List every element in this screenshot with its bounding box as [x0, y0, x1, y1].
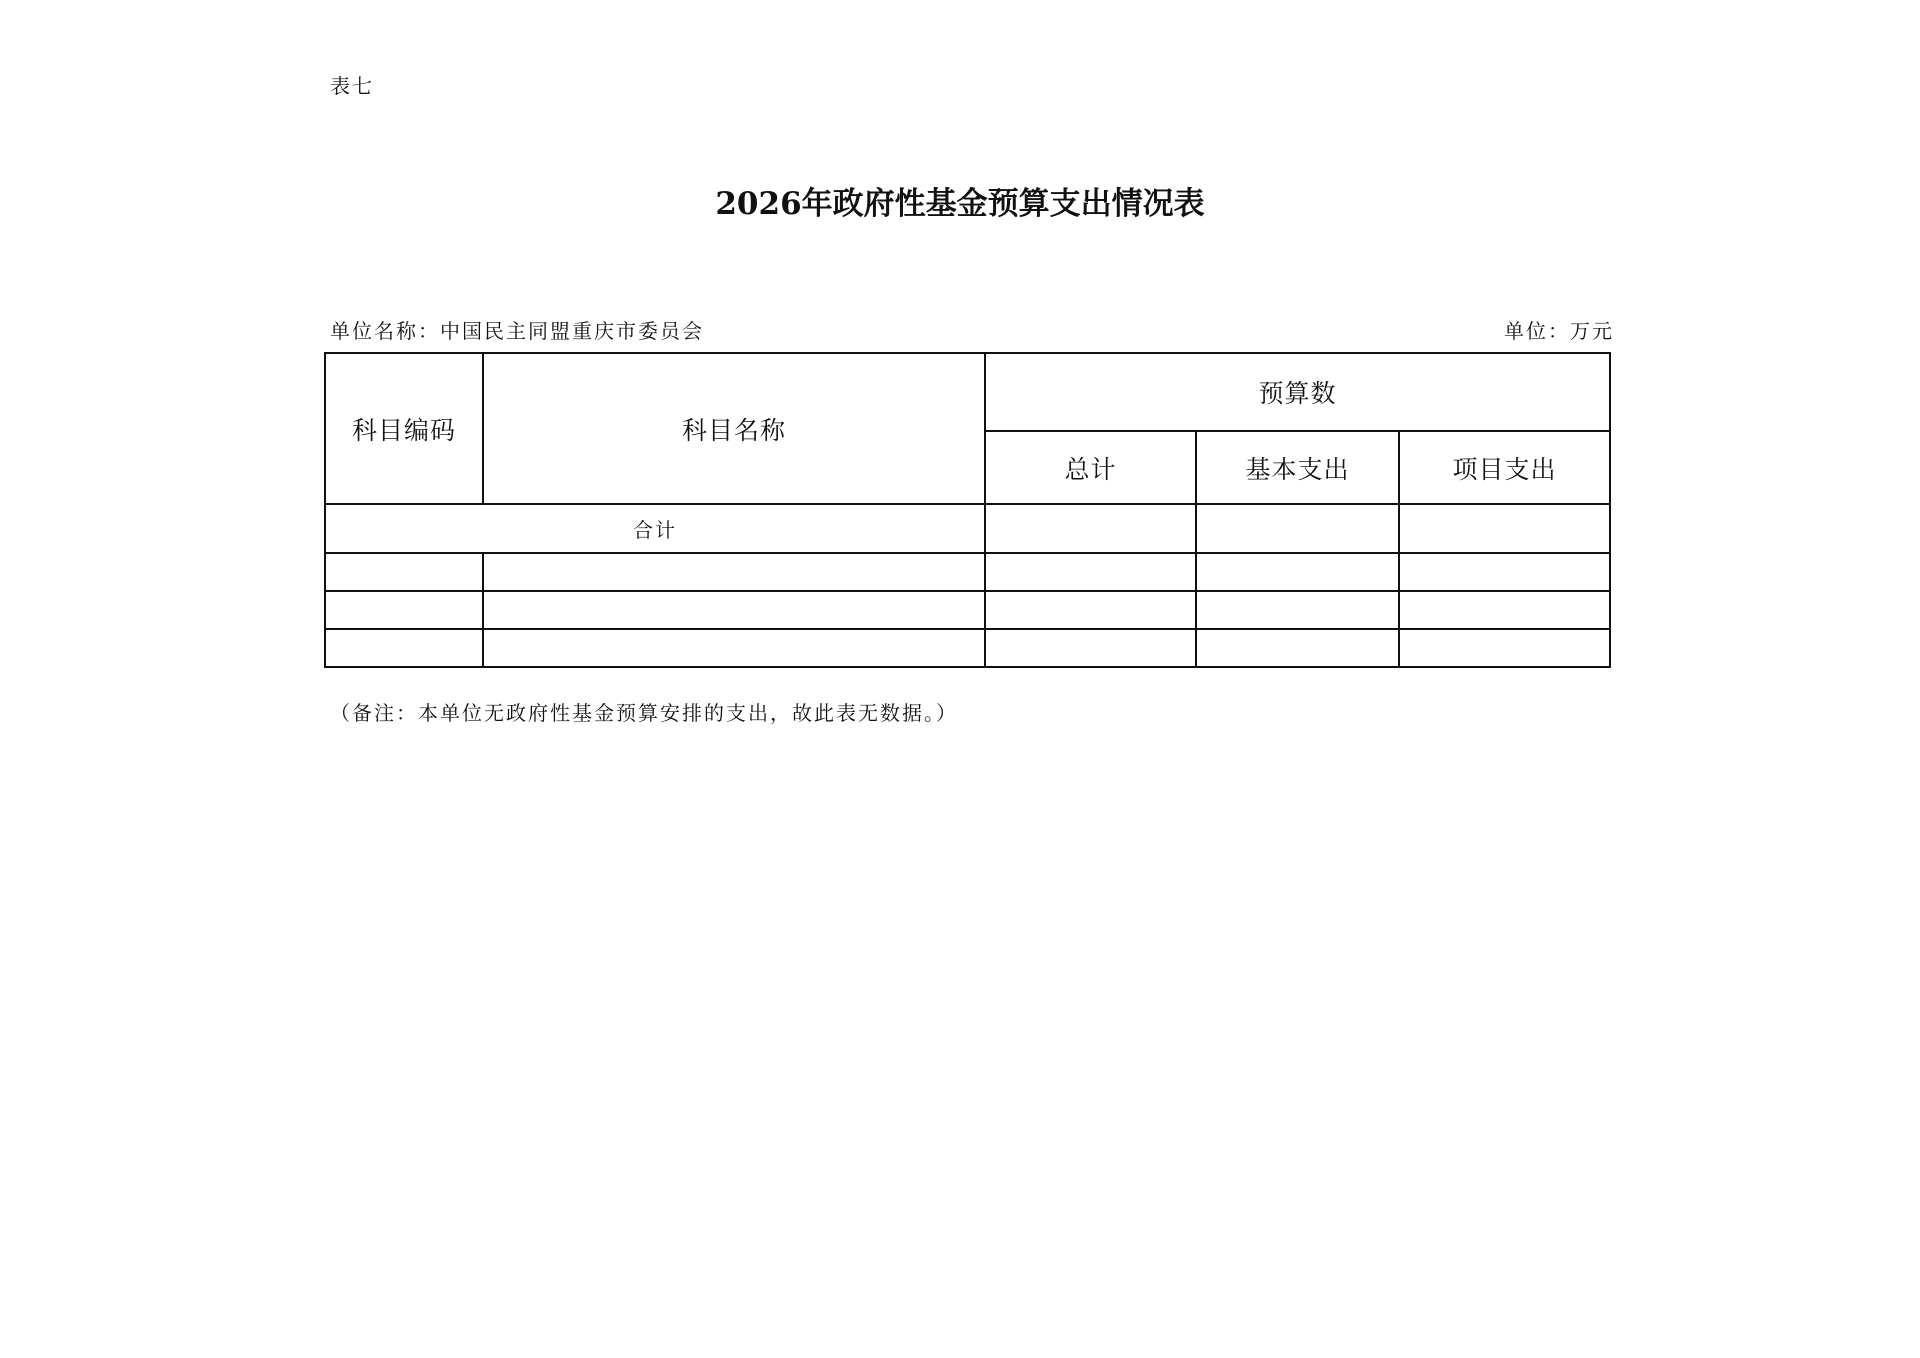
header-basic-expense: 基本支出: [1196, 431, 1399, 504]
cell-subject-name: [483, 591, 985, 629]
cell-total: [985, 591, 1196, 629]
header-subject-code: 科目编码: [325, 353, 483, 504]
table-note: （备注：本单位无政府性基金预算安排的支出，故此表无数据。）: [330, 701, 958, 725]
cell-project: [1399, 553, 1610, 591]
cell-subject-code: [325, 591, 483, 629]
total-row-project: [1399, 504, 1610, 553]
cell-project: [1399, 591, 1610, 629]
header-subject-name: 科目名称: [483, 353, 985, 504]
table-row: [325, 591, 1610, 629]
table-label: 表七: [330, 74, 374, 98]
cell-subject-name: [483, 553, 985, 591]
total-row-basic: [1196, 504, 1399, 553]
cell-subject-code: [325, 553, 483, 591]
cell-basic: [1196, 553, 1399, 591]
cell-basic: [1196, 629, 1399, 667]
unit-name: 单位名称：中国民主同盟重庆市委员会: [330, 319, 704, 343]
total-row-label: 合计: [325, 504, 985, 553]
cell-total: [985, 553, 1196, 591]
cell-project: [1399, 629, 1610, 667]
budget-table: [324, 352, 1611, 668]
header-budget: 预算数: [985, 353, 1610, 431]
cell-total: [985, 629, 1196, 667]
table-row: [325, 553, 1610, 591]
total-row-total: [985, 504, 1196, 553]
header-total: 总计: [985, 431, 1196, 504]
cell-basic: [1196, 591, 1399, 629]
total-row: [325, 504, 1610, 553]
header-project-expense: 项目支出: [1399, 431, 1610, 504]
table-row: [325, 629, 1610, 667]
unit-currency: 单位：万元: [1504, 319, 1614, 343]
cell-subject-code: [325, 629, 483, 667]
page-title: 2026年政府性基金预算支出情况表: [715, 186, 1205, 222]
cell-subject-name: [483, 629, 985, 667]
